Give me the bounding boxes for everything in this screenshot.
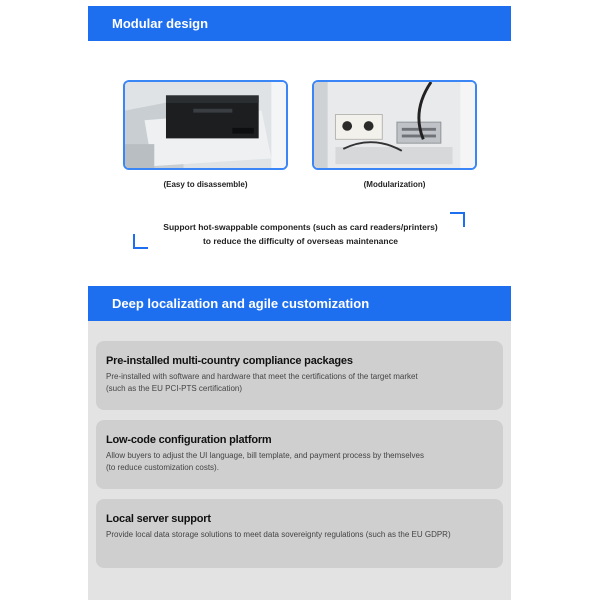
section-banner-modular-design bbox=[88, 6, 511, 41]
card-text: (such as the EU PCI-PTS certification) bbox=[106, 384, 243, 393]
card-text: Pre-installed with software and hardware that meet the certifications of the target market bbox=[106, 372, 418, 381]
card-title: Low-code configuration platform bbox=[106, 434, 272, 446]
support-text bbox=[128, 220, 473, 248]
image-caption-modularization: (Modularization) bbox=[363, 180, 426, 189]
card-text: Provide local data storage solutions to meet data sovereignty regulations (such as the EU GDPR) bbox=[106, 530, 451, 539]
card-title: Pre-installed multi-country compliance packages bbox=[106, 355, 353, 367]
section-title: Modular design bbox=[112, 16, 209, 31]
card-text: (to reduce customization costs). bbox=[106, 463, 219, 472]
page bbox=[88, 0, 511, 600]
modules-illustration bbox=[314, 82, 475, 168]
section-title: Deep localization and agile customization bbox=[112, 296, 370, 311]
printer-illustration bbox=[125, 82, 286, 168]
support-text-line: to reduce the difficulty of overseas maintenance bbox=[202, 236, 399, 246]
modules-photo bbox=[312, 80, 477, 170]
feature-panel bbox=[88, 321, 511, 600]
card-text: Allow buyers to adjust the UI language, bill template, and payment process by themselves bbox=[106, 451, 424, 460]
feature-card-compliance bbox=[96, 341, 503, 410]
section-banner-localization bbox=[88, 286, 511, 321]
feature-card-local-server bbox=[96, 499, 503, 568]
feature-card-low-code bbox=[96, 420, 503, 489]
card-title: Local server support bbox=[106, 513, 211, 525]
support-text-line: Support hot-swappable components (such as card readers/printers) bbox=[163, 222, 438, 232]
printer-photo bbox=[123, 80, 288, 170]
image-caption-disassemble: (Easy to disassemble) bbox=[163, 180, 248, 189]
